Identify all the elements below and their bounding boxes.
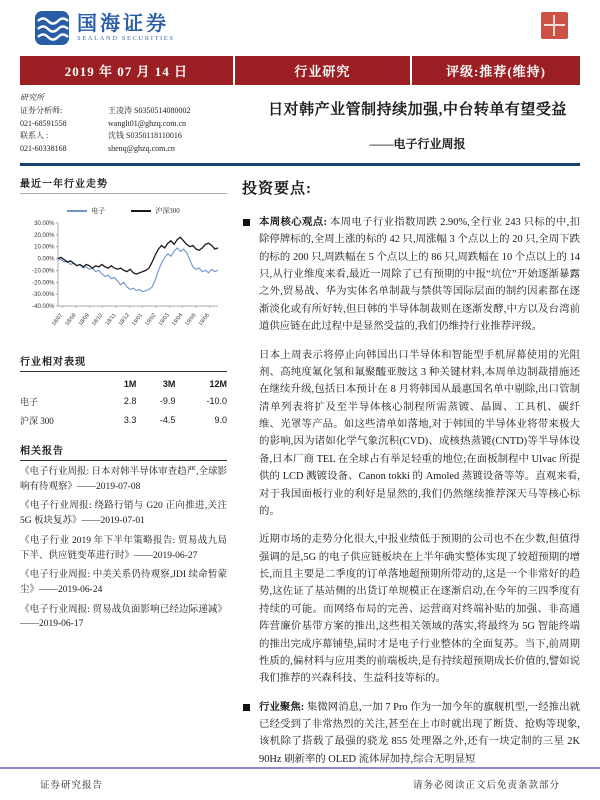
japan-korea-paragraph: 日本上周表示将停止向韩国出口半导体和智能型手机屏幕使用的光阻剂、高纯度氟化氢和氟聚醯亚胺这 3 种关键材料,本周单边制裁措施还在继续升级,包括日本预计在 8 月将韩国从最惠国名单中剔除,出口管制清单列表将扩及至半导体核心制程所需蒸镀、晶圆、工具机、碳纤维、光罩等产品。如这些清单如落地,对于韩国的半导体业将带来极大的影响,因为诸如化学气象沉积(CVD)、成核热蒸镀(CNTD)等半导体设备,日本厂商 TEL 在全球占有举足轻重的地位;在面板制程中 Ulvac 所提供的 LCD 溅镀设备、Canon tokki 的 Amoled 蒸镀设备等等。直观来看,对于我国面板行业的利好是显然的,我们仍然继续推荐深天马等核心标的。 (259, 349, 580, 517)
red-seal-stamp-icon (541, 12, 568, 39)
analyst-phone: 021-68591558 (20, 118, 67, 128)
contact-email: shenq@ghzq.com.cn (108, 143, 175, 153)
square-bullet-icon (243, 704, 250, 711)
svg-text:19/03: 19/03 (157, 312, 171, 328)
analyst-label: 证券分析师: (20, 106, 63, 116)
svg-text:18/09: 18/09 (77, 312, 91, 328)
table-header-1m: 1M (123, 378, 137, 389)
table-header-3m: 3M (162, 378, 176, 389)
legend-label-hs300: 沪深300 (155, 206, 180, 215)
header-bar (20, 56, 580, 85)
sidebar (20, 175, 227, 768)
table-row: 电子 2.8 -9.9 -10.0 (20, 396, 227, 407)
industry-trend-chart (20, 218, 227, 345)
footer-disclaimer: 请务必阅读正文后免责条款部分 (412, 781, 560, 791)
svg-text:19/01: 19/01 (131, 312, 145, 328)
rating-badge: 评级:推荐(维持) (445, 64, 546, 79)
analyst-info-block (20, 92, 255, 155)
report-date: 2019 年 07 月 14 日 (64, 64, 189, 79)
industry-focus-paragraph: 行业聚焦: 集微网消息,一加 7 Pro 作为一加今年的旗舰机型,一经推出就已经受到了非常热烈的关注,甚至在上市时就出现了断货、抢购等现象,该机除了搭载了最强的骁龙 855 处理器之外,还有一块定制的三星 2K 90Hz 刷新率的 OLED 流体屏加持,综合无明显短 (242, 699, 580, 769)
svg-text:-30.00%: -30.00% (32, 292, 55, 299)
svg-text:18/12: 18/12 (117, 312, 131, 328)
page-footer (40, 777, 560, 791)
svg-text:18/08: 18/08 (64, 312, 78, 328)
svg-text:18/10: 18/10 (91, 312, 105, 328)
table-row: 沪深 300 3.3 -4.5 9.0 (20, 415, 227, 426)
contact-phone: 021-60338168 (20, 143, 67, 153)
svg-text:10.00%: 10.00% (34, 244, 55, 251)
svg-text:18/07: 18/07 (51, 312, 65, 328)
core-view-paragraph: 本周核心观点: 本周电子行业指数周跌 2.90%,全行业 243 只标的中,扣除停牌标的,全周上涨的标的 42 只,周涨幅 3 个点以上的 20 只,全周下跌的标的 200 只,周跌幅在 5 个点以上的 86 只,周跌幅在 10 个点以上的 14 只,从行业维度来看,最近一周除了已有预期的中报“坑位”开始逐渐暴露之外,贸易战、华为实体名单制裁与禁供等国际层面的制约因素都在逐渐淡化或有所好转,但日韩的半导体制裁则在逐渐发酵,中方以及台湾前道供应链在此过程中是显然受益的,我们仍维持行业推荐评级。 (242, 214, 580, 336)
svg-text:18/11: 18/11 (104, 312, 118, 327)
brand-name-en: SEALAND SECURITIES (77, 35, 175, 42)
legend-swatch-hs300 (131, 210, 151, 212)
svg-text:-40.00%: -40.00% (32, 303, 55, 310)
analyst-name-id: 王凌涛 S0350514080002 (108, 106, 191, 116)
svg-text:-20.00%: -20.00% (32, 280, 55, 287)
list-item: 《电子行业周报: 绕路行销与 G20 正向推进,关注 5G 板块复苏》——2019-07-01 (20, 501, 227, 527)
svg-text:19/02: 19/02 (144, 312, 158, 328)
list-item: 《电子行业周报: 中美关系仍待观察,JDI 续命暂蒙尘》——2019-06-24 (20, 570, 227, 595)
table-header-12m: 12M (209, 378, 227, 389)
report-category: 行业研究 (233, 56, 412, 85)
legend-label-electronics: 电子 (91, 206, 106, 215)
svg-text:19/06: 19/06 (197, 312, 211, 328)
svg-text:19/04: 19/04 (171, 312, 185, 328)
report-subtitle: ——电子行业周报 (369, 137, 466, 151)
market-trend-paragraph: 近期市场的走势分化很大,中报业绩低于预期的公司也不在少数,但值得强调的是,5G 的电子供应链板块在上半年确实整体实现了较超预期的增长,而且主要是二季度的订单落地超预期所带动的,这是一个非常好的趋势,这佐证了基站侧的出货订单规模正在逐渐启动,在今年的三四季度有持续的可能。而网络布局的完善、运营商对终端补贴的加强、非高通阵营廉价基带方案的推出,这些相关领域的落实,将最终为 5G 智能终端的推出完成序幕铺垫,届时才是电子行业整体的全面复苏。当下,前周期性质的,偏材料与应用类的前端板块,是有持续超预期成长价值的,譬如说我们推荐的兴森科技、生益科技等标的。 (259, 534, 580, 685)
investment-highlights-heading: 投资要点: (242, 180, 312, 197)
footer-left-label: 证券研究报告 (40, 781, 104, 791)
contact-label: 联系人 : (20, 131, 49, 141)
main-content (242, 175, 580, 768)
report-header (20, 10, 580, 52)
square-bullet-icon (243, 219, 250, 226)
contact-name-id: 沈钱 S0350118110016 (108, 131, 182, 141)
svg-text:0.00%: 0.00% (37, 256, 55, 263)
research-office-label: 研究所 (20, 93, 44, 102)
list-item: 《电子行业周报: 日本对韩半导体审查趋严,全球影响有待观察》——2019-07-08 (20, 466, 227, 492)
wave-logo-icon (34, 10, 70, 46)
related-reports-list (20, 465, 227, 632)
related-reports-title: 相关报告 (20, 442, 227, 461)
company-logo (34, 10, 175, 46)
brand-name-cn: 国海证券 (77, 13, 169, 35)
table-header-blank (20, 376, 105, 392)
footer-divider (0, 767, 600, 769)
chart-legend (20, 206, 227, 216)
legend-swatch-electronics (67, 210, 87, 212)
svg-text:20.00%: 20.00% (34, 232, 55, 239)
relative-performance-title: 行业相对表现 (20, 353, 227, 372)
report-title: 日对韩产业管制持续加强,中台转单有望受益 (268, 102, 567, 118)
list-item: 《电子行业周报: 贸易战负面影响已经边际递减》——2019-06-17 (20, 604, 227, 630)
list-item: 《电子行业 2019 年下半年策略报告: 贸易战九局下半、供应链变革进行时》——2019-06-27 (20, 535, 227, 561)
svg-text:30.00%: 30.00% (34, 220, 55, 227)
header-divider (20, 163, 580, 166)
relative-performance-table (20, 376, 227, 430)
svg-text:19/05: 19/05 (184, 312, 198, 328)
svg-text:-10.00%: -10.00% (32, 268, 55, 275)
chart-section-title: 最近一年行业走势 (20, 175, 227, 194)
analyst-email: wanglt01@ghzq.com.cn (108, 118, 187, 128)
